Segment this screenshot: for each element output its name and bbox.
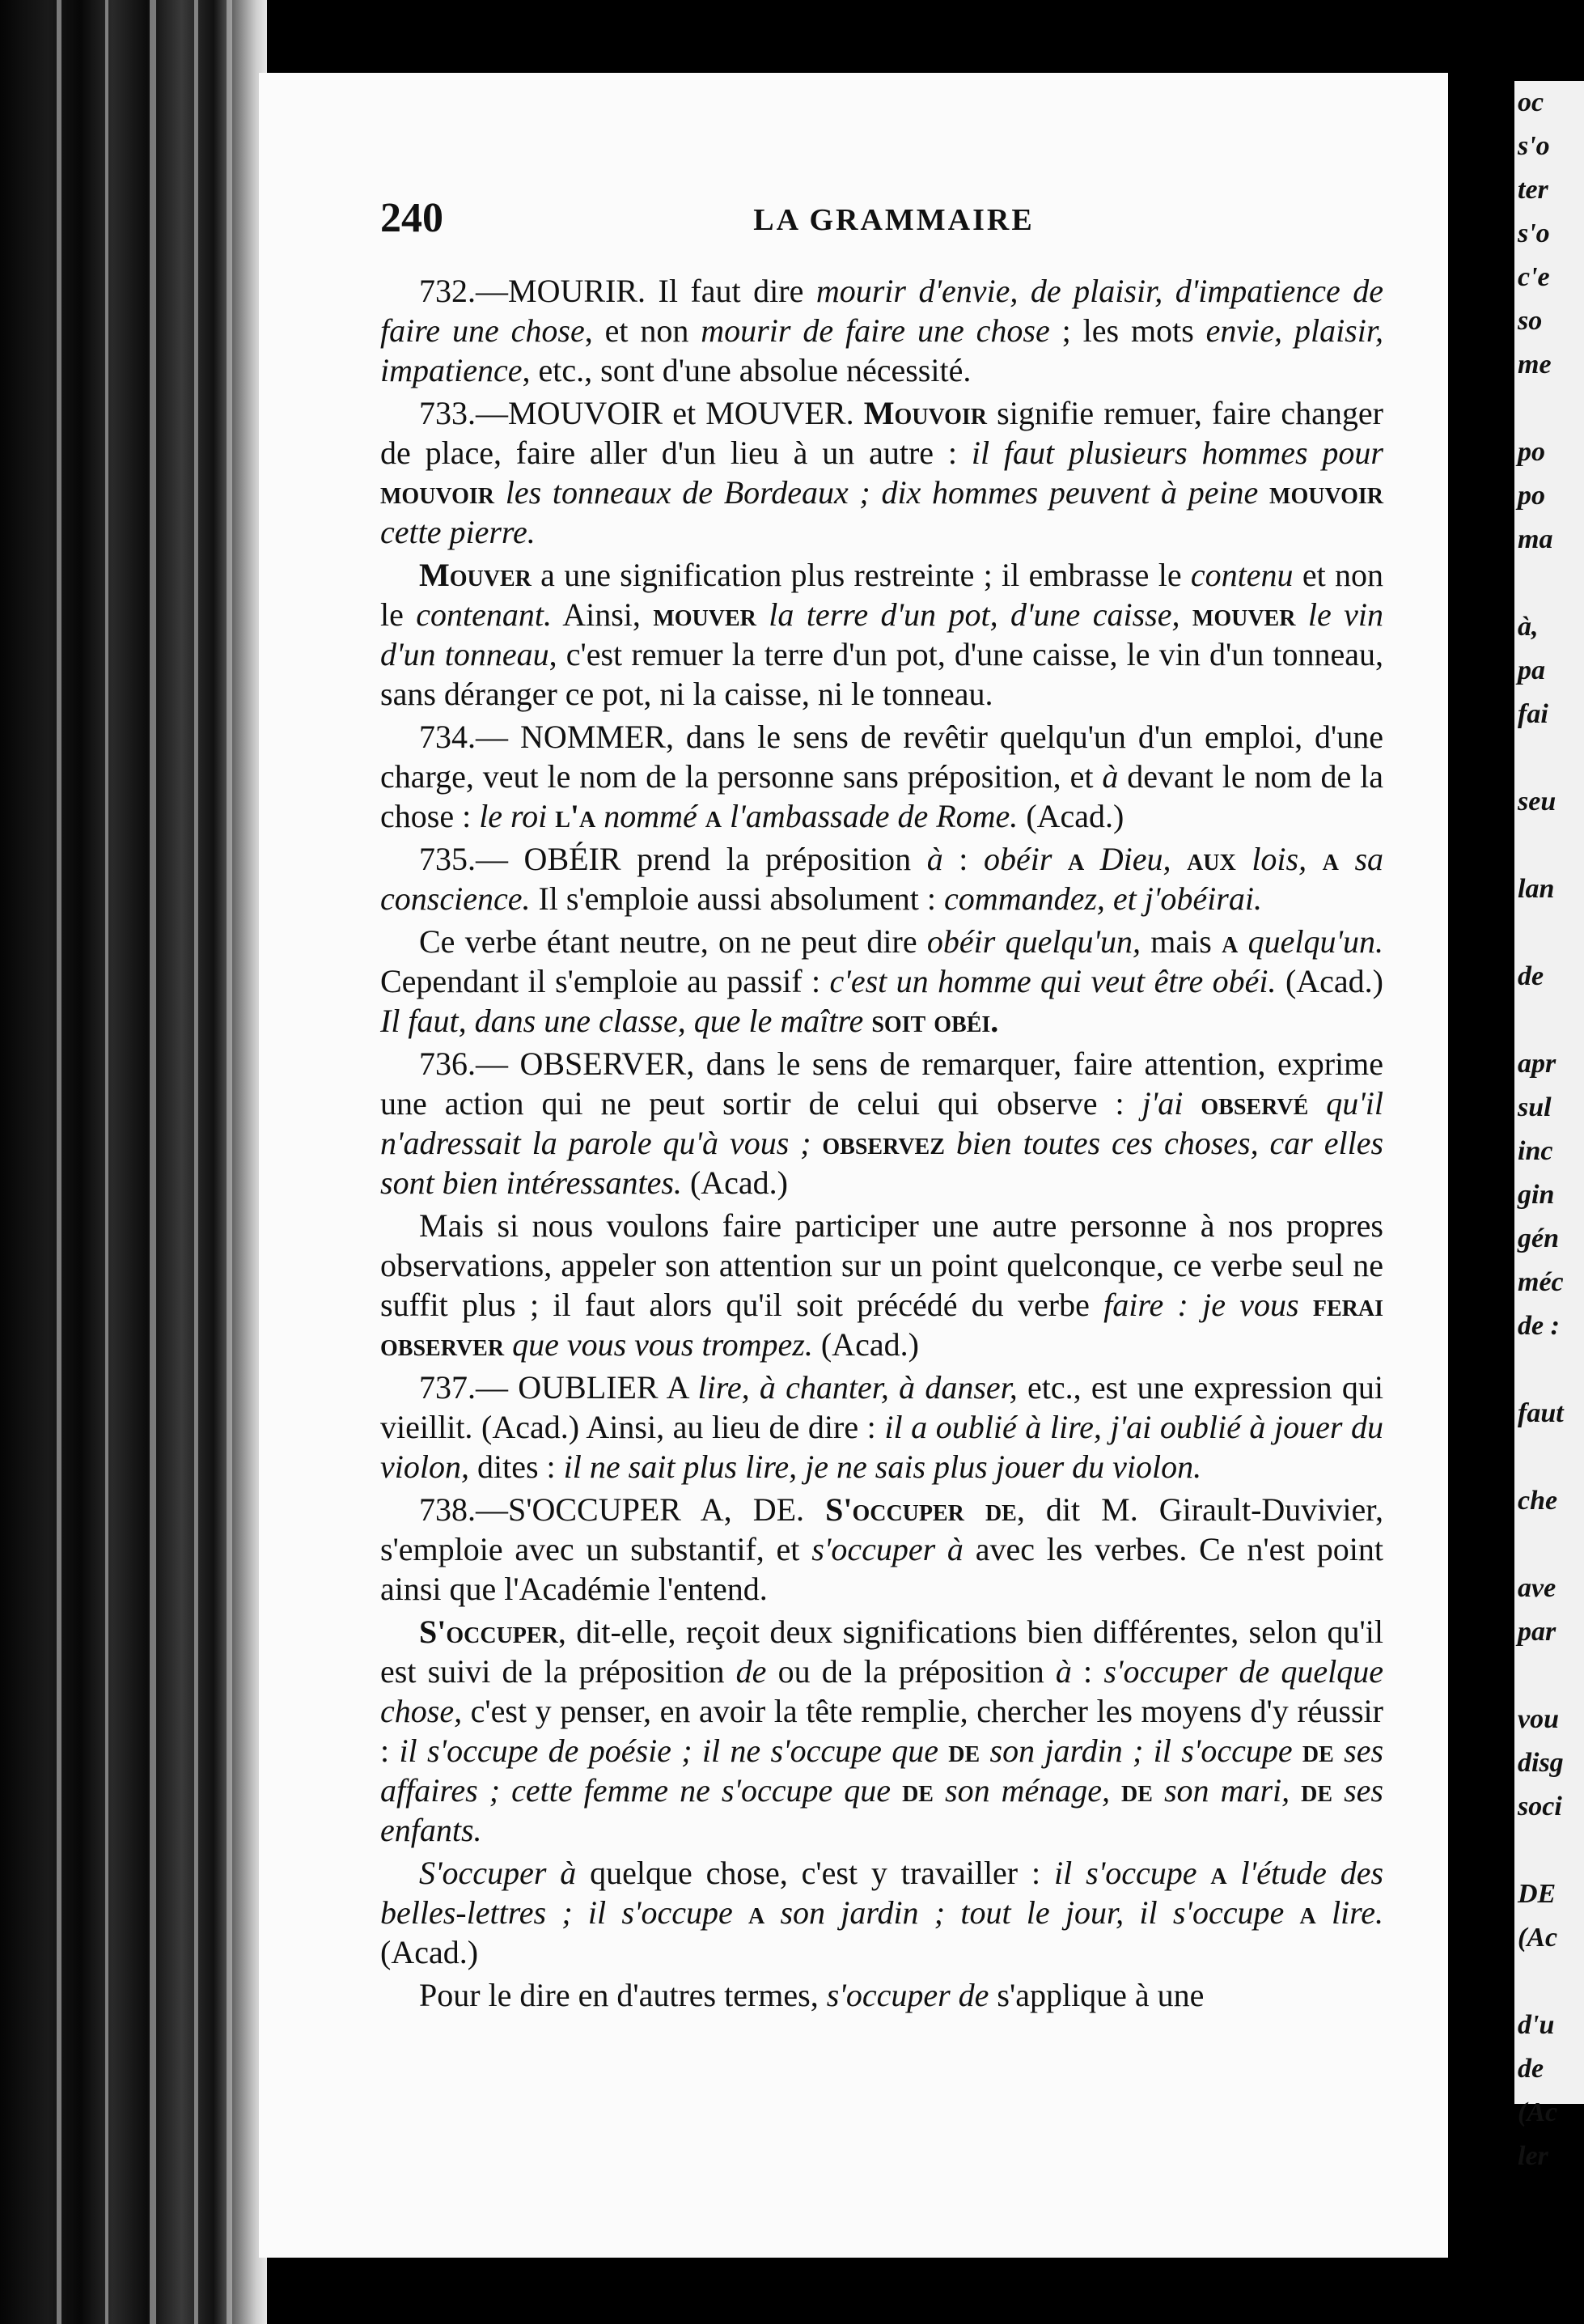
binding-stripe xyxy=(150,0,156,2324)
paragraph-p738b: S'occuper, dit-elle, reçoit deux significations bien différentes, selon qu'il est suivi de la préposition de ou de la préposition à : s'occuper de quelque chose, c'est y penser, en avoir la tête remplie, chercher les moyens d'y réussir : il s'occupe de poésie ; il ne s'occupe que de son jardin ; il s'occupe de ses affaires ; cette femme ne s'occupe que de son ménage, de son mari, de ses enfants. xyxy=(380,1614,1384,1848)
adjacent-page-line: de : xyxy=(1518,1311,1560,1341)
paragraph-p735b: Ce verbe étant neutre, on ne peut dire obéir quelqu'un, mais a quelqu'un. Cependant il s'emploie au passif : c'est un homme qui veut être obéi. (Acad.) Il faut, dans une classe, que le maître soit obéi. xyxy=(380,923,1383,1039)
paragraph-p736: 736.— OBSERVER, dans le sens de remarquer, faire attention, exprime une action qui ne peut sortir de celui qui observe : j'ai observé qu'il n'adressait la parole qu'à vous ; observez bien toutes ces choses, car elles sont bien intéressantes. (Acad.) xyxy=(380,1045,1384,1201)
adjacent-page-line: ma xyxy=(1518,524,1553,554)
page-number: 240 xyxy=(380,195,443,241)
adjacent-page-line xyxy=(1514,1829,1584,1872)
adjacent-page-fragment xyxy=(1514,81,1584,2171)
adjacent-page-line: sul xyxy=(1518,1092,1552,1122)
paragraph-p732: 732.—MOURIR. Il faut dire mourir d'envie, de plaisir, d'impatience de faire une chose, et non mourir de faire une chose ; les mots envie, plaisir, impatience, etc., sont d'une absolue nécessité. xyxy=(380,273,1384,388)
adjacent-page-line: seu xyxy=(1518,787,1556,816)
adjacent-page-line: so xyxy=(1518,306,1543,336)
adjacent-page-line: po xyxy=(1518,437,1545,467)
adjacent-page-line: me xyxy=(1518,350,1552,380)
page-body-text xyxy=(380,271,1383,2018)
adjacent-page-line: inc xyxy=(1518,1136,1553,1166)
binding-stripe xyxy=(227,0,232,2324)
paragraph-p733: 733.—MOUVOIR et MOUVER. Mouvoir signifie remuer, faire changer de place, faire aller d'un lieu à un autre : il faut plusieurs hommes pour mouvoir les tonneaux de Bordeaux ; dix hommes peuvent à peine mouvoir cette pierre. xyxy=(380,395,1384,550)
adjacent-page-line: pa xyxy=(1518,655,1545,685)
adjacent-page-line: de xyxy=(1518,2054,1544,2084)
adjacent-page-line xyxy=(1514,911,1584,955)
paragraph-p738d: Pour le dire en d'autres termes, s'occuper de s'applique à une xyxy=(419,1977,1205,2013)
adjacent-page-line: méc xyxy=(1518,1267,1564,1297)
adjacent-page-line: d'u xyxy=(1518,2010,1555,2040)
adjacent-page-line: s'o xyxy=(1518,131,1550,161)
left-binding-margin xyxy=(0,0,267,2324)
adjacent-page-line: soci xyxy=(1518,1792,1562,1821)
adjacent-page-line: (Ac xyxy=(1518,2097,1558,2127)
adjacent-page-line xyxy=(1514,562,1584,605)
adjacent-page-line xyxy=(1514,999,1584,1042)
paragraph-p734: 734.— NOMMER, dans le sens de revêtir quelqu'un d'un emploi, d'une charge, veut le nom de la personne sans préposition, et à devant le nom de la chose : le roi l'a nommé a l'ambassade de Rome. (Acad.) xyxy=(380,719,1383,834)
adjacent-page-line: ave xyxy=(1518,1573,1556,1603)
adjacent-page-line: vou xyxy=(1518,1704,1559,1734)
adjacent-page-line xyxy=(1514,1523,1584,1567)
adjacent-page-line xyxy=(1514,1960,1584,2004)
adjacent-page-line xyxy=(1514,824,1584,867)
adjacent-page-line: c'e xyxy=(1518,262,1550,292)
paragraph-p733b: Mouver a une signification plus restreinte ; il embrasse le contenu et non le contenant. Ainsi, mouver la terre d'un pot, d'une caisse, mouver le vin d'un tonneau, c'est remuer la terre d'un pot, d'une caisse, le vin d'un tonneau, sans déranger ce pot, ni la caisse, ni le tonneau. xyxy=(380,557,1384,712)
adjacent-page-line xyxy=(1514,1348,1584,1392)
adjacent-page-line: faut xyxy=(1518,1398,1564,1428)
paragraph-p735: 735.— OBÉIR prend la préposition à : obéir a Dieu, aux lois, a sa conscience. Il s'emploie aussi absolument : commandez, et j'obéirai. xyxy=(380,841,1384,917)
adjacent-page-line: oc xyxy=(1518,87,1544,117)
paragraph-p736b: Mais si nous voulons faire participer une autre personne à nos propres observations, appeler son attention sur un point quelconque, ce verbe seul ne suffit plus ; il faut alors qu'il soit précédé du verbe faire : je vous ferai observer que vous vous trompez. (Acad.) xyxy=(380,1207,1384,1363)
adjacent-page-line: apr xyxy=(1518,1049,1556,1079)
adjacent-page-line: fai xyxy=(1518,699,1548,729)
adjacent-page-line: che xyxy=(1518,1486,1558,1516)
adjacent-page-line xyxy=(1514,1654,1584,1698)
adjacent-page-line: ler xyxy=(1518,2141,1548,2171)
adjacent-page-line: po xyxy=(1518,481,1545,511)
adjacent-page-line: lan xyxy=(1518,874,1555,904)
adjacent-page-line: ter xyxy=(1518,175,1548,205)
adjacent-page-line: DE xyxy=(1518,1879,1556,1909)
binding-stripe xyxy=(57,0,61,2324)
paragraph-p738: 738.—S'OCCUPER A, DE. S'occuper de, dit M. Girault-Duvivier, s'emploie avec un substantif, et s'occuper à avec les verbes. Ce n'est point ainsi que l'Académie l'entend. xyxy=(380,1491,1384,1607)
adjacent-page-line: de xyxy=(1518,961,1544,991)
page-header xyxy=(380,194,1408,251)
paragraph-p737: 737.— OUBLIER A lire, à chanter, à danser, etc., est une expression qui vieillit. (Acad.) Ainsi, au lieu de dire : il a oublié à lire, j'ai oublié à jouer du violon, dites : il ne sait plus lire, je ne sais plus jouer du violon. xyxy=(380,1369,1383,1485)
adjacent-page-line: disg xyxy=(1518,1748,1564,1778)
adjacent-page-line xyxy=(1514,387,1584,430)
adjacent-page-line: gin xyxy=(1518,1180,1555,1210)
binding-stripe xyxy=(194,0,198,2324)
adjacent-page-line xyxy=(1514,736,1584,780)
adjacent-page-line: s'o xyxy=(1518,218,1550,248)
adjacent-page-line: gén xyxy=(1518,1223,1559,1253)
adjacent-page-line: à, xyxy=(1518,612,1539,642)
adjacent-page-line xyxy=(1514,1436,1584,1479)
running-title: LA GRAMMAIRE xyxy=(753,203,1035,237)
book-page xyxy=(259,73,1448,2258)
adjacent-page-line: (Ac xyxy=(1518,1923,1558,1953)
binding-stripe xyxy=(105,0,108,2324)
paragraph-p738c: S'occuper à quelque chose, c'est y travailler : il s'occupe a l'étude des belles-lettres ; il s'occupe a son jardin ; tout le jour, il s'occupe a lire. (Acad.) xyxy=(380,1855,1384,1970)
adjacent-page-line: par xyxy=(1518,1617,1556,1647)
